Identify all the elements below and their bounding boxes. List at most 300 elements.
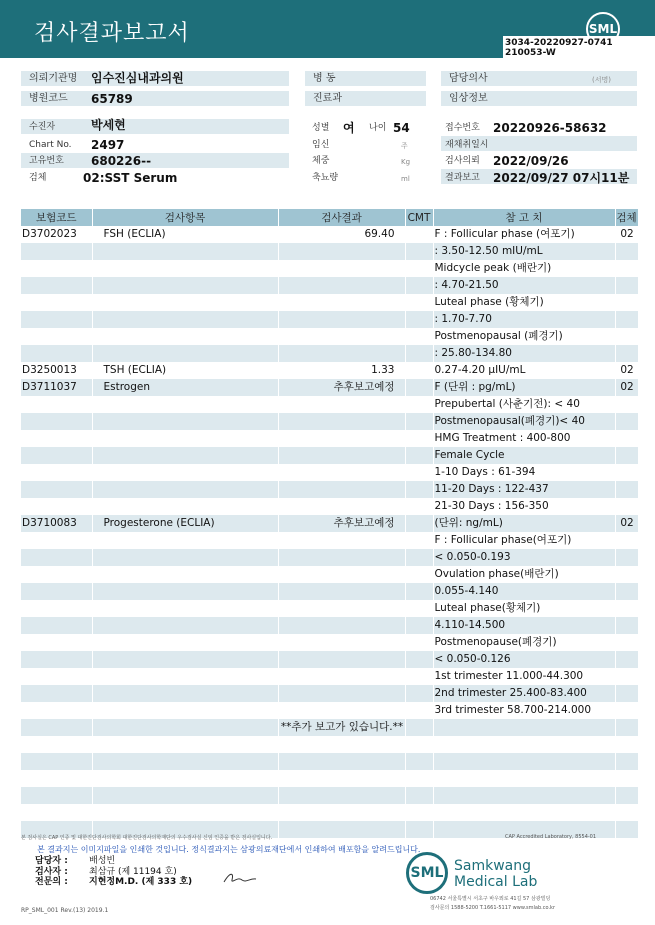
- print-notice: 본 결과지는 이미지파일을 인쇄한 것입니다. 정식결과지는 삼광의료재단에서 인쇄하여 배포함을 알려드립니다.: [37, 845, 421, 854]
- cell-insurance-code: [21, 549, 92, 566]
- table-row: [21, 464, 638, 481]
- report-date-label: 결과보고: [445, 173, 480, 183]
- cell-result: [278, 294, 405, 311]
- cell-reference: [433, 770, 615, 787]
- cell-result: **추가 보고가 있습니다.**: [278, 719, 405, 736]
- cell-specimen: [615, 447, 638, 464]
- cell-test-item: [92, 804, 278, 821]
- address-line-2: 검사문의 1588-5200 T.1661-5117 www.smlab.co.kr: [430, 905, 555, 911]
- cell-result: [278, 770, 405, 787]
- sex-label: 성별: [312, 123, 330, 133]
- cell-specimen: [615, 736, 638, 753]
- table-row: [21, 498, 638, 515]
- cell-insurance-code: [21, 583, 92, 600]
- cell-reference: [433, 719, 615, 736]
- cell-cmt: [405, 498, 433, 515]
- cell-test-item: [92, 736, 278, 753]
- brand-name-line1: Samkwang: [454, 858, 531, 874]
- cell-result: [278, 345, 405, 362]
- cell-insurance-code: [21, 345, 92, 362]
- cell-result: [278, 532, 405, 549]
- cell-insurance-code: [21, 413, 92, 430]
- cell-specimen: [615, 685, 638, 702]
- urine-label: 축뇨량: [312, 173, 339, 183]
- cell-reference: < 0.050-0.126: [433, 651, 615, 668]
- table-row: [21, 617, 638, 634]
- hospital-code-value: 65789: [91, 92, 133, 106]
- cell-result: 추후보고예정: [278, 515, 405, 532]
- cell-reference: (단위: ng/mL): [433, 515, 615, 532]
- doctor-label: 담당의사: [441, 71, 637, 86]
- cell-specimen: [615, 617, 638, 634]
- cell-reference: F (단위 : pg/mL): [433, 379, 615, 396]
- specialist-label: 전문의 :: [35, 877, 68, 887]
- cell-test-item: [92, 277, 278, 294]
- cell-cmt: [405, 294, 433, 311]
- cell-reference: Postmenopausal(폐경기)< 40: [433, 413, 615, 430]
- table-row: [21, 345, 638, 362]
- cell-test-item: [92, 651, 278, 668]
- cell-insurance-code: [21, 481, 92, 498]
- cell-test-item: [92, 311, 278, 328]
- table-row: [21, 719, 638, 736]
- address-line-1: 06742 서울특별시 서초구 바우뫼로 41길 57 삼광빌딩: [430, 896, 551, 902]
- cell-reference: 2nd trimester 25.400-83.400: [433, 685, 615, 702]
- table-row: [21, 804, 638, 821]
- table-row: [21, 753, 638, 770]
- cell-result: [278, 260, 405, 277]
- cell-cmt: [405, 226, 433, 243]
- cell-specimen: [615, 498, 638, 515]
- cell-insurance-code: [21, 634, 92, 651]
- cell-reference: [433, 753, 615, 770]
- cell-test-item: [92, 566, 278, 583]
- cell-result: 1.33: [278, 362, 405, 379]
- unique-id-value: 680226--: [91, 154, 152, 168]
- ward-label: 병 동: [305, 71, 426, 86]
- table-row: [21, 668, 638, 685]
- cell-insurance-code: [21, 430, 92, 447]
- cell-test-item: [92, 396, 278, 413]
- brand-logo-icon: SML: [406, 852, 448, 894]
- cell-specimen: [615, 413, 638, 430]
- cell-reference: F : Follicular phase(여포기): [433, 532, 615, 549]
- table-row: [21, 685, 638, 702]
- patient-label: 수진자: [29, 122, 56, 132]
- cell-specimen: [615, 345, 638, 362]
- cell-specimen: 02: [615, 515, 638, 532]
- cell-insurance-code: [21, 804, 92, 821]
- cell-cmt: [405, 447, 433, 464]
- cell-specimen: [615, 464, 638, 481]
- receipt-value: 20220926-58632: [493, 121, 607, 135]
- cell-cmt: [405, 243, 433, 260]
- age-value: 54: [393, 121, 410, 135]
- hospital-code-label: 병원코드: [21, 91, 82, 106]
- col-test-item: 검사항목: [92, 209, 278, 226]
- table-row: [21, 651, 638, 668]
- cell-specimen: [615, 311, 638, 328]
- cell-insurance-code: [21, 685, 92, 702]
- cell-reference: 1-10 Days : 61-394: [433, 464, 615, 481]
- cell-cmt: [405, 515, 433, 532]
- table-row: [21, 770, 638, 787]
- table-row: [21, 583, 638, 600]
- col-result: 검사결과: [278, 209, 405, 226]
- cell-insurance-code: [21, 787, 92, 804]
- cell-specimen: [615, 328, 638, 345]
- cell-test-item: [92, 260, 278, 277]
- request-label: 검사의뢰: [445, 156, 480, 166]
- cell-insurance-code: [21, 566, 92, 583]
- cell-reference: [433, 736, 615, 753]
- cell-test-item: [92, 549, 278, 566]
- cell-cmt: [405, 345, 433, 362]
- specimen-label: 검체: [29, 173, 47, 183]
- cell-test-item: [92, 770, 278, 787]
- cell-result: [278, 736, 405, 753]
- signature-image: [222, 870, 258, 886]
- tester-label: 검사자 :: [35, 867, 68, 877]
- cell-test-item: [92, 413, 278, 430]
- cell-cmt: [405, 753, 433, 770]
- institution-label: 의뢰기관명: [21, 71, 82, 86]
- cell-specimen: [615, 787, 638, 804]
- cell-reference: 21-30 Days : 156-350: [433, 498, 615, 515]
- cell-cmt: [405, 634, 433, 651]
- cell-reference: 0.055-4.140: [433, 583, 615, 600]
- cell-cmt: [405, 566, 433, 583]
- table-row: [21, 702, 638, 719]
- cell-cmt: [405, 702, 433, 719]
- table-row: [21, 226, 638, 243]
- cell-test-item: [92, 532, 278, 549]
- cell-result: [278, 277, 405, 294]
- cell-result: [278, 481, 405, 498]
- cell-reference: [433, 804, 615, 821]
- cell-test-item: [92, 294, 278, 311]
- cell-reference: 3rd trimester 58.700-214.000: [433, 702, 615, 719]
- tester-value: 최삼규 (제 11194 호): [89, 867, 177, 877]
- form-code: RP_SML_001 Rev.(13) 2019.1: [21, 907, 109, 914]
- cell-specimen: [615, 821, 638, 838]
- cell-reference: HMG Treatment : 400-800: [433, 430, 615, 447]
- cell-test-item: [92, 685, 278, 702]
- cell-insurance-code: [21, 396, 92, 413]
- cell-specimen: [615, 294, 638, 311]
- cell-specimen: [615, 260, 638, 277]
- weight-unit: Kg: [401, 158, 411, 166]
- cell-insurance-code: [21, 260, 92, 277]
- cell-specimen: [615, 702, 638, 719]
- cell-reference: Luteal phase(황체기): [433, 600, 615, 617]
- table-row: [21, 515, 638, 532]
- table-row: [21, 277, 638, 294]
- cell-reference: 0.27-4.20 µIU/mL: [433, 362, 615, 379]
- manager-label: 담당자 :: [35, 856, 68, 866]
- cell-test-item: [92, 481, 278, 498]
- cell-result: [278, 634, 405, 651]
- table-row: [21, 362, 638, 379]
- cell-cmt: [405, 583, 433, 600]
- cell-insurance-code: D3710083: [21, 515, 92, 532]
- cell-test-item: [92, 634, 278, 651]
- cell-test-item: [92, 702, 278, 719]
- request-value: 2022/09/26: [493, 154, 569, 168]
- accreditation-note: 본 검사실은 CAP 인증 및 대한진단검사의학회 대한진단검사의학재단의 우수검사실 신임 인증을 받은 검사실입니다.: [21, 835, 273, 841]
- cell-specimen: [615, 481, 638, 498]
- cell-insurance-code: [21, 243, 92, 260]
- cell-result: [278, 430, 405, 447]
- cell-result: [278, 617, 405, 634]
- doctor-signature-note: (서명): [592, 76, 611, 84]
- cell-result: [278, 243, 405, 260]
- cell-test-item: [92, 753, 278, 770]
- cell-cmt: [405, 736, 433, 753]
- cell-cmt: [405, 481, 433, 498]
- cell-test-item: [92, 787, 278, 804]
- table-row: [21, 736, 638, 753]
- cell-specimen: [615, 719, 638, 736]
- cell-cmt: [405, 413, 433, 430]
- table-row: [21, 787, 638, 804]
- cell-test-item: [92, 498, 278, 515]
- cell-insurance-code: D3711037: [21, 379, 92, 396]
- col-cmt: CMT: [405, 209, 433, 226]
- cell-specimen: [615, 277, 638, 294]
- report-title: 검사결과보고서: [34, 21, 190, 46]
- col-reference: 참 고 치: [433, 209, 615, 226]
- cell-result: 추후보고예정: [278, 379, 405, 396]
- cell-test-item: [92, 345, 278, 362]
- cell-insurance-code: D3702023: [21, 226, 92, 243]
- cell-insurance-code: [21, 294, 92, 311]
- report-reference: [503, 36, 655, 62]
- cell-reference: Midcycle peak (배란기): [433, 260, 615, 277]
- cell-insurance-code: [21, 753, 92, 770]
- cell-specimen: 02: [615, 362, 638, 379]
- table-row: [21, 294, 638, 311]
- cell-reference: Luteal phase (황체기): [433, 294, 615, 311]
- cell-cmt: [405, 787, 433, 804]
- cell-result: [278, 583, 405, 600]
- reference-line-2: 210053-W: [505, 48, 556, 58]
- cell-reference: Ovulation phase(배란기): [433, 566, 615, 583]
- cell-insurance-code: [21, 736, 92, 753]
- cell-cmt: [405, 685, 433, 702]
- cell-insurance-code: [21, 600, 92, 617]
- patient-cell: [21, 119, 289, 134]
- cell-specimen: 02: [615, 226, 638, 243]
- cell-cmt: [405, 804, 433, 821]
- cell-test-item: [92, 464, 278, 481]
- cell-specimen: [615, 804, 638, 821]
- table-row: [21, 634, 638, 651]
- table-row: [21, 447, 638, 464]
- age-label: 나이: [369, 123, 387, 133]
- cell-cmt: [405, 600, 433, 617]
- results-table: [21, 209, 639, 838]
- cell-test-item: [92, 243, 278, 260]
- cell-reference: : 4.70-21.50: [433, 277, 615, 294]
- cell-specimen: [615, 243, 638, 260]
- cell-test-item: TSH (ECLIA): [92, 362, 278, 379]
- cell-cmt: [405, 260, 433, 277]
- cell-specimen: [615, 396, 638, 413]
- sex-value: 여: [343, 121, 355, 135]
- cell-insurance-code: [21, 651, 92, 668]
- cell-reference: [433, 787, 615, 804]
- cell-cmt: [405, 430, 433, 447]
- cell-insurance-code: [21, 702, 92, 719]
- cell-insurance-code: D3250013: [21, 362, 92, 379]
- cell-result: [278, 804, 405, 821]
- cell-test-item: [92, 668, 278, 685]
- cell-reference: 11-20 Days : 122-437: [433, 481, 615, 498]
- cell-test-item: [92, 583, 278, 600]
- cell-result: 69.40: [278, 226, 405, 243]
- cell-result: [278, 311, 405, 328]
- cell-reference: 4.110-14.500: [433, 617, 615, 634]
- urine-unit: ml: [401, 175, 410, 183]
- redraw-label: 재채취일시: [445, 140, 489, 150]
- cell-result: [278, 600, 405, 617]
- cell-result: [278, 821, 405, 838]
- pregnancy-unit: 주: [401, 142, 408, 150]
- cell-result: [278, 447, 405, 464]
- cell-insurance-code: [21, 447, 92, 464]
- cell-specimen: [615, 668, 638, 685]
- cell-reference: Postmenopause(폐경기): [433, 634, 615, 651]
- cell-reference: < 0.050-0.193: [433, 549, 615, 566]
- cell-cmt: [405, 549, 433, 566]
- cell-insurance-code: [21, 532, 92, 549]
- cell-result: [278, 464, 405, 481]
- weight-label: 체중: [312, 156, 330, 166]
- cell-insurance-code: [21, 719, 92, 736]
- table-row: [21, 379, 638, 396]
- cell-cmt: [405, 719, 433, 736]
- cell-result: [278, 753, 405, 770]
- cell-cmt: [405, 651, 433, 668]
- cell-cmt: [405, 328, 433, 345]
- cell-test-item: Estrogen: [92, 379, 278, 396]
- cell-cmt: [405, 277, 433, 294]
- cell-result: [278, 498, 405, 515]
- cell-test-item: [92, 430, 278, 447]
- cell-result: [278, 702, 405, 719]
- cell-result: [278, 328, 405, 345]
- receipt-label: 접수번호: [445, 123, 480, 133]
- cell-specimen: [615, 532, 638, 549]
- clinical-info-label: 임상정보: [441, 91, 637, 106]
- cell-cmt: [405, 311, 433, 328]
- cell-specimen: [615, 430, 638, 447]
- cell-cmt: [405, 821, 433, 838]
- cell-insurance-code: [21, 311, 92, 328]
- cell-result: [278, 651, 405, 668]
- cell-cmt: [405, 770, 433, 787]
- table-row: [21, 430, 638, 447]
- sml-logo: SML: [586, 12, 620, 46]
- cell-result: [278, 413, 405, 430]
- specialist-value: 지현정M.D. (제 333 호): [89, 877, 193, 887]
- table-row: [21, 413, 638, 430]
- cell-specimen: [615, 753, 638, 770]
- report-date-value: 2022/09/27 07시11분: [493, 171, 630, 185]
- patient-value: 박세현: [91, 118, 126, 132]
- cell-test-item: [92, 719, 278, 736]
- col-insurance-code: 보험코드: [21, 209, 92, 226]
- brand-name-line2: Medical Lab: [454, 874, 538, 890]
- specimen-value: 02:SST Serum: [83, 171, 178, 185]
- cell-insurance-code: [21, 464, 92, 481]
- cell-reference: : 25.80-134.80: [433, 345, 615, 362]
- cell-result: [278, 685, 405, 702]
- cell-cmt: [405, 396, 433, 413]
- cell-cmt: [405, 668, 433, 685]
- cell-insurance-code: [21, 277, 92, 294]
- cell-test-item: FSH (ECLIA): [92, 226, 278, 243]
- cell-test-item: [92, 328, 278, 345]
- cell-result: [278, 549, 405, 566]
- cell-reference: Postmenopausal (폐경기): [433, 328, 615, 345]
- results-header-row: [21, 209, 638, 226]
- cell-specimen: [615, 651, 638, 668]
- cell-reference: 1st trimester 11.000-44.300: [433, 668, 615, 685]
- table-row: [21, 260, 638, 277]
- cell-cmt: [405, 617, 433, 634]
- cap-note: CAP Accredited Laboratory, 8554-01: [505, 834, 597, 840]
- cell-specimen: [615, 634, 638, 651]
- cell-reference: : 1.70-7.70: [433, 311, 615, 328]
- table-row: [21, 566, 638, 583]
- table-row: [21, 600, 638, 617]
- cell-cmt: [405, 532, 433, 549]
- table-row: [21, 549, 638, 566]
- table-row: [21, 396, 638, 413]
- cell-test-item: [92, 447, 278, 464]
- col-specimen: 검체: [615, 209, 638, 226]
- cell-cmt: [405, 464, 433, 481]
- cell-cmt: [405, 379, 433, 396]
- unique-id-label: 고유번호: [29, 156, 64, 166]
- cell-specimen: [615, 770, 638, 787]
- cell-specimen: [615, 600, 638, 617]
- cell-cmt: [405, 362, 433, 379]
- table-row: [21, 328, 638, 345]
- cell-result: [278, 396, 405, 413]
- cell-result: [278, 787, 405, 804]
- chart-no-label: Chart No.: [29, 140, 72, 150]
- institution-value: 임수진심내과의원: [91, 71, 184, 85]
- cell-reference: Prepubertal (사춘기전): < 40: [433, 396, 615, 413]
- cell-result: [278, 668, 405, 685]
- cell-reference: Female Cycle: [433, 447, 615, 464]
- chart-no-value: 2497: [91, 138, 125, 152]
- cell-result: [278, 566, 405, 583]
- department-label: 진료과: [305, 91, 426, 106]
- table-row: [21, 311, 638, 328]
- cell-specimen: [615, 583, 638, 600]
- pregnancy-label: 임신: [312, 140, 330, 150]
- table-row: [21, 243, 638, 260]
- cell-insurance-code: [21, 498, 92, 515]
- cell-insurance-code: [21, 668, 92, 685]
- manager-value: 배성빈: [89, 856, 116, 866]
- cell-specimen: [615, 549, 638, 566]
- cell-test-item: [92, 617, 278, 634]
